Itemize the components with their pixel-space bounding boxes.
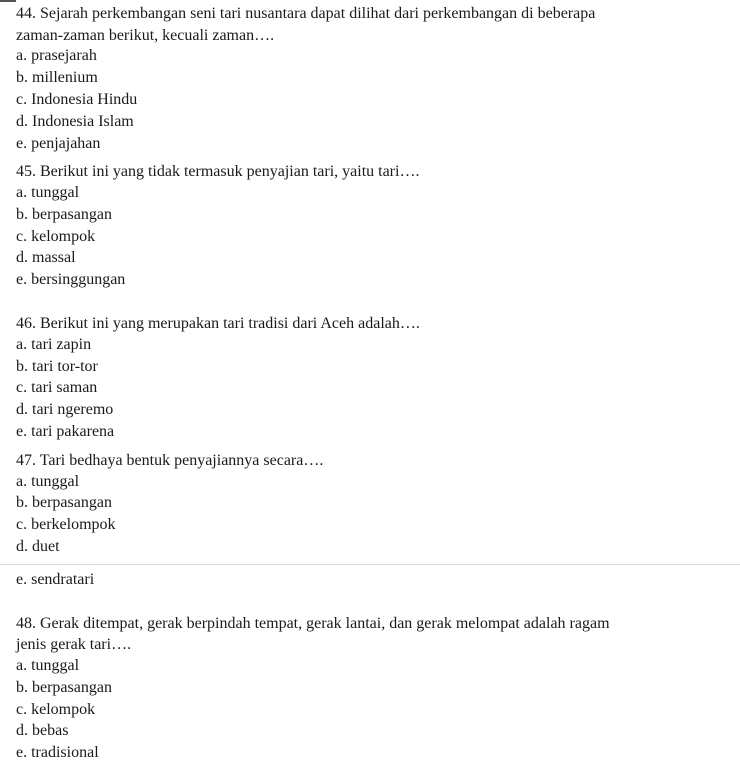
- q48-option-e[interactable]: e. tradisional: [16, 744, 99, 761]
- q47-option-d[interactable]: d. duet: [16, 538, 60, 555]
- q47-option-e[interactable]: e. sendratari: [16, 571, 95, 588]
- q47-option-a[interactable]: a. tunggal: [16, 473, 80, 490]
- q48-option-b[interactable]: b. berpasangan: [16, 679, 112, 696]
- q46-option-d[interactable]: d. tari ngeremo: [16, 401, 114, 418]
- q45-stem-line-1: 45. Berikut ini yang tidak termasuk penyajian tari, yaitu tari….: [16, 163, 420, 180]
- q47-stem-line-1: 47. Tari bedhaya bentuk penyajiannya secara….: [16, 452, 324, 469]
- q45-option-d[interactable]: d. massal: [16, 249, 76, 266]
- q47-option-c[interactable]: c. berkelompok: [16, 516, 116, 533]
- q48-stem-line-2: jenis gerak tari….: [16, 636, 132, 653]
- q45-option-e[interactable]: e. bersinggungan: [16, 271, 126, 288]
- q44-option-b[interactable]: b. millenium: [16, 69, 98, 86]
- page-top-mark: [0, 0, 16, 2]
- q48-stem-line-1: 48. Gerak ditempat, gerak berpindah tempat, gerak lantai, dan gerak melompat adalah ragam: [16, 615, 610, 632]
- q44-option-c[interactable]: c. Indonesia Hindu: [16, 91, 138, 108]
- q46-option-c[interactable]: c. tari saman: [16, 379, 98, 396]
- q44-stem-line-2: zaman-zaman berikut, kecuali zaman….: [16, 27, 275, 44]
- q46-stem-line-1: 46. Berikut ini yang merupakan tari tradisi dari Aceh adalah….: [16, 315, 420, 332]
- q48-option-c[interactable]: c. kelompok: [16, 701, 96, 718]
- q45-option-a[interactable]: a. tunggal: [16, 184, 80, 201]
- q44-option-d[interactable]: d. Indonesia Islam: [16, 113, 134, 130]
- q46-option-b[interactable]: b. tari tor-tor: [16, 358, 98, 375]
- q44-option-a[interactable]: a. prasejarah: [16, 47, 97, 64]
- q45-option-c[interactable]: c. kelompok: [16, 228, 96, 245]
- q44-option-e[interactable]: e. penjajahan: [16, 135, 101, 152]
- q46-option-e[interactable]: e. tari pakarena: [16, 423, 115, 440]
- q47-option-b[interactable]: b. berpasangan: [16, 494, 112, 511]
- q45-option-b[interactable]: b. berpasangan: [16, 206, 112, 223]
- q48-option-d[interactable]: d. bebas: [16, 722, 69, 739]
- q48-option-a[interactable]: a. tunggal: [16, 657, 80, 674]
- q44-stem-line-1: 44. Sejarah perkembangan seni tari nusantara dapat dilihat dari perkembangan di beberapa: [16, 5, 596, 22]
- page-divider: [0, 564, 740, 565]
- q46-option-a[interactable]: a. tari zapin: [16, 336, 92, 353]
